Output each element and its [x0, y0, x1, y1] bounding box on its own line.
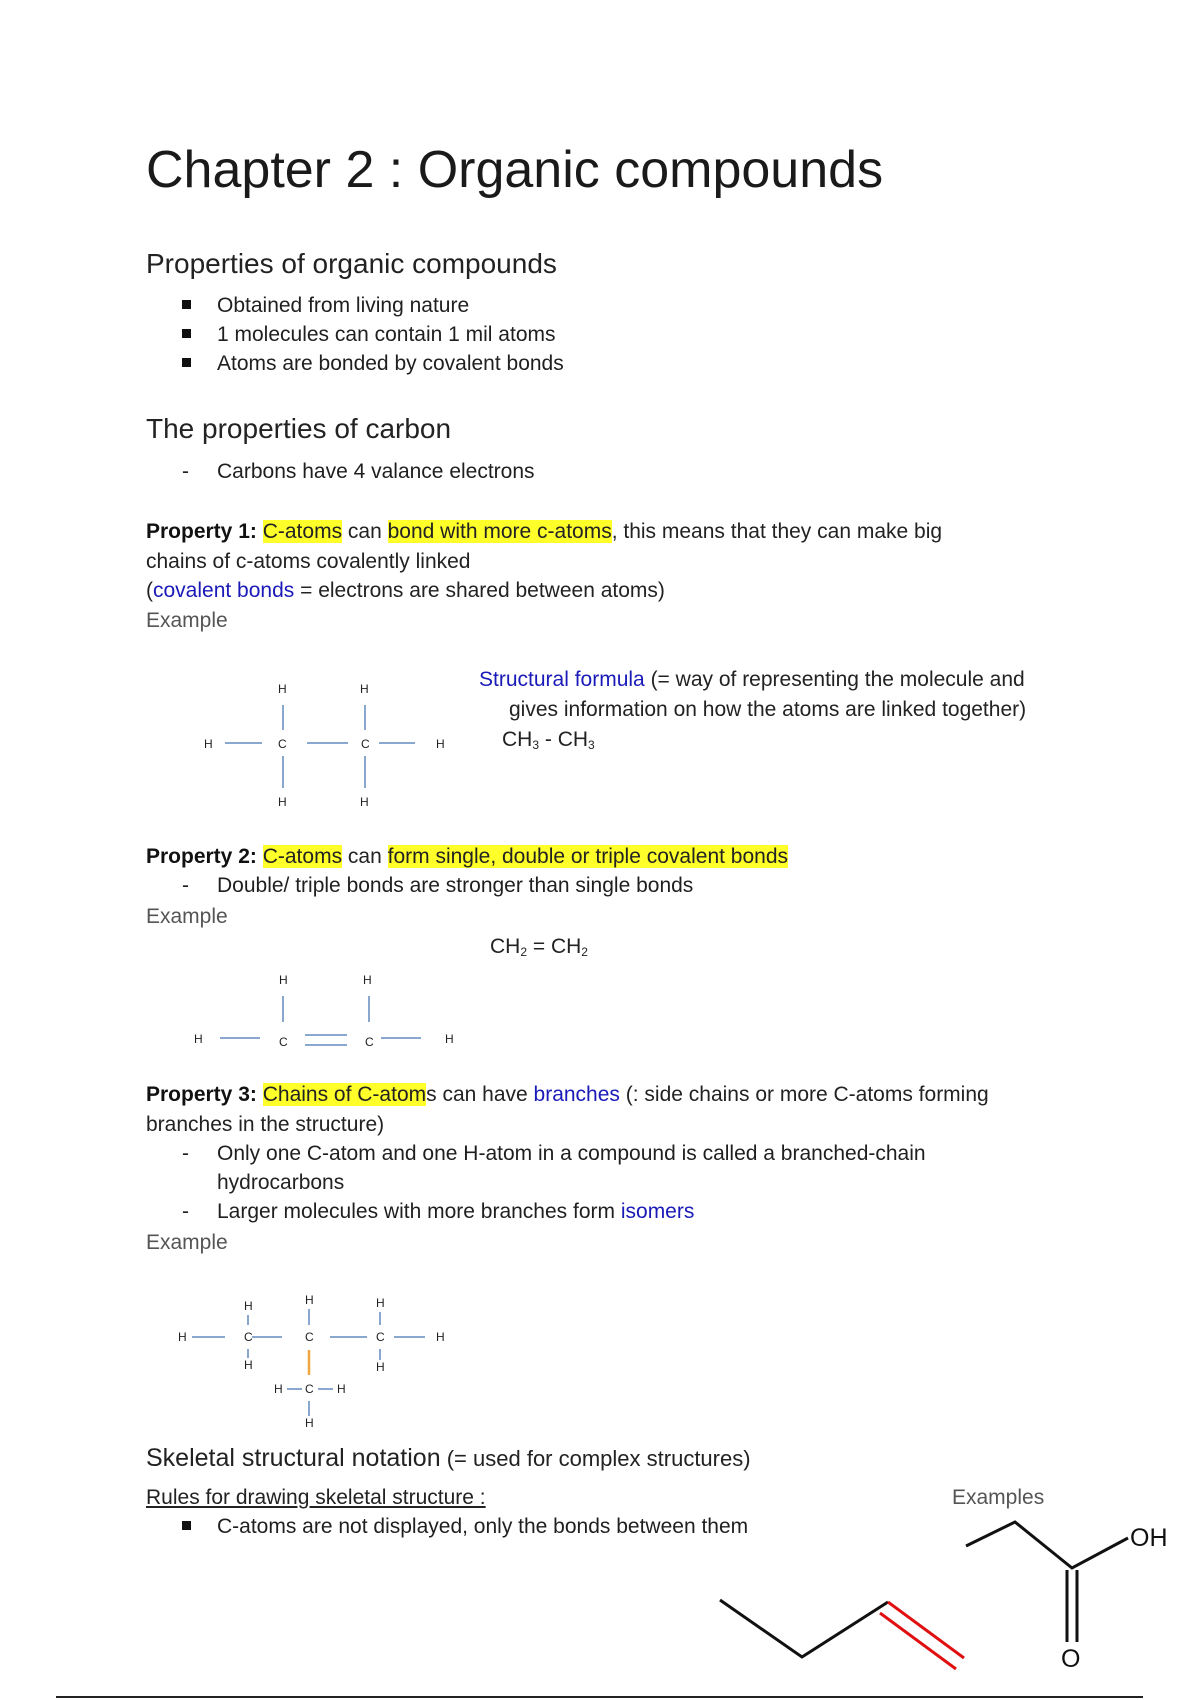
property-1-line: Property 1: C-atoms can bond with more c-atoms, this means that they can make big: [146, 520, 943, 543]
c-atom: C: [305, 1330, 314, 1344]
dash-item: - Carbons have 4 valance electrons: [182, 460, 535, 483]
h-atom: H: [363, 973, 372, 987]
branched-structure: [170, 1282, 460, 1437]
h-atom: H: [194, 1032, 203, 1046]
property-3-line2: branches in the structure): [146, 1113, 385, 1136]
bullet-item: Obtained from living nature: [182, 291, 469, 320]
skeletal-heading: Skeletal structural notation (= used for complex structures): [146, 1444, 751, 1472]
dash-item: - Double/ triple bonds are stronger than single bonds: [182, 874, 694, 897]
c-atom: C: [361, 737, 370, 751]
c-atom: C: [376, 1330, 385, 1344]
section-heading-carbon: The properties of carbon: [146, 413, 452, 444]
h-atom: H: [305, 1293, 314, 1307]
ethene-formula: $CH_2 = CH_2$: [490, 935, 588, 959]
c-atom: C: [244, 1330, 253, 1344]
h-atom: H: [337, 1382, 346, 1396]
section-heading-organic: Properties of organic compounds: [146, 248, 557, 279]
bullet-square-icon: [182, 358, 191, 367]
h-atom: H: [305, 1416, 314, 1430]
h-atom: H: [278, 795, 287, 809]
dash-item: - Larger molecules with more branches form isomers: [182, 1200, 695, 1223]
bullet-item: C-atoms are not displayed, only the bonds between them: [182, 1512, 748, 1541]
page-divider: [56, 1696, 1143, 1698]
ethene-structure: [180, 962, 470, 1072]
bullet-square-icon: [182, 300, 191, 309]
example-label: Example: [146, 1231, 228, 1254]
h-atom: H: [376, 1296, 385, 1310]
bullet-square-icon: [182, 329, 191, 338]
example-label: Example: [146, 609, 228, 632]
h-atom: H: [360, 795, 369, 809]
example-label: Example: [146, 905, 228, 928]
c-atom: C: [279, 1035, 288, 1049]
skeletal-rules-label: Rules for drawing skeletal structure :: [146, 1486, 486, 1509]
ethane-formula: $CH_3 - CH_3$: [502, 728, 595, 752]
property-3-line: Property 3: Chains of C-atoms can have branches (: side chains or more C-atoms forming: [146, 1083, 989, 1106]
h-atom: H: [278, 682, 287, 696]
ethane-structure: [180, 670, 470, 820]
property-2-line: Property 2: C-atoms can form single, double or triple covalent bonds: [146, 845, 789, 868]
h-atom: H: [436, 1330, 445, 1344]
c-atom: C: [365, 1035, 374, 1049]
h-atom: H: [274, 1382, 283, 1396]
h-atom: H: [244, 1358, 253, 1372]
oxygen-label: O: [1061, 1645, 1081, 1670]
h-atom: H: [376, 1360, 385, 1374]
c-atom: C: [305, 1382, 314, 1396]
page-title: Chapter 2 : Organic compounds: [146, 141, 884, 199]
h-atom: H: [204, 737, 213, 751]
examples-label: Examples: [952, 1486, 1045, 1509]
h-atom: H: [445, 1032, 454, 1046]
dash-item-continuation: hydrocarbons: [217, 1171, 345, 1194]
h-atom: H: [279, 973, 288, 987]
dash-item: - Only one C-atom and one H-atom in a compound is called a branched-chain: [182, 1142, 926, 1165]
butene-skeletal: [710, 1590, 980, 1680]
bullet-item: Atoms are bonded by covalent bonds: [182, 349, 564, 378]
bullet-item: 1 molecules can contain 1 mil atoms: [182, 320, 556, 349]
propanoic-acid-skeletal: [960, 1510, 1180, 1670]
structural-formula-def-line2: gives information on how the atoms are linked together): [509, 698, 1027, 721]
h-atom: H: [178, 1330, 187, 1344]
structural-formula-def: Structural formula (= way of representing the molecule and: [479, 668, 1025, 691]
c-atom: C: [278, 737, 287, 751]
h-atom: H: [360, 682, 369, 696]
covalent-definition: (covalent bonds = electrons are shared between atoms): [146, 579, 665, 602]
hydroxyl-label: OH: [1130, 1524, 1168, 1552]
property-1-line2: chains of c-atoms covalently linked: [146, 550, 471, 573]
h-atom: H: [244, 1299, 253, 1313]
bullet-square-icon: [182, 1521, 191, 1530]
h-atom: H: [436, 737, 445, 751]
